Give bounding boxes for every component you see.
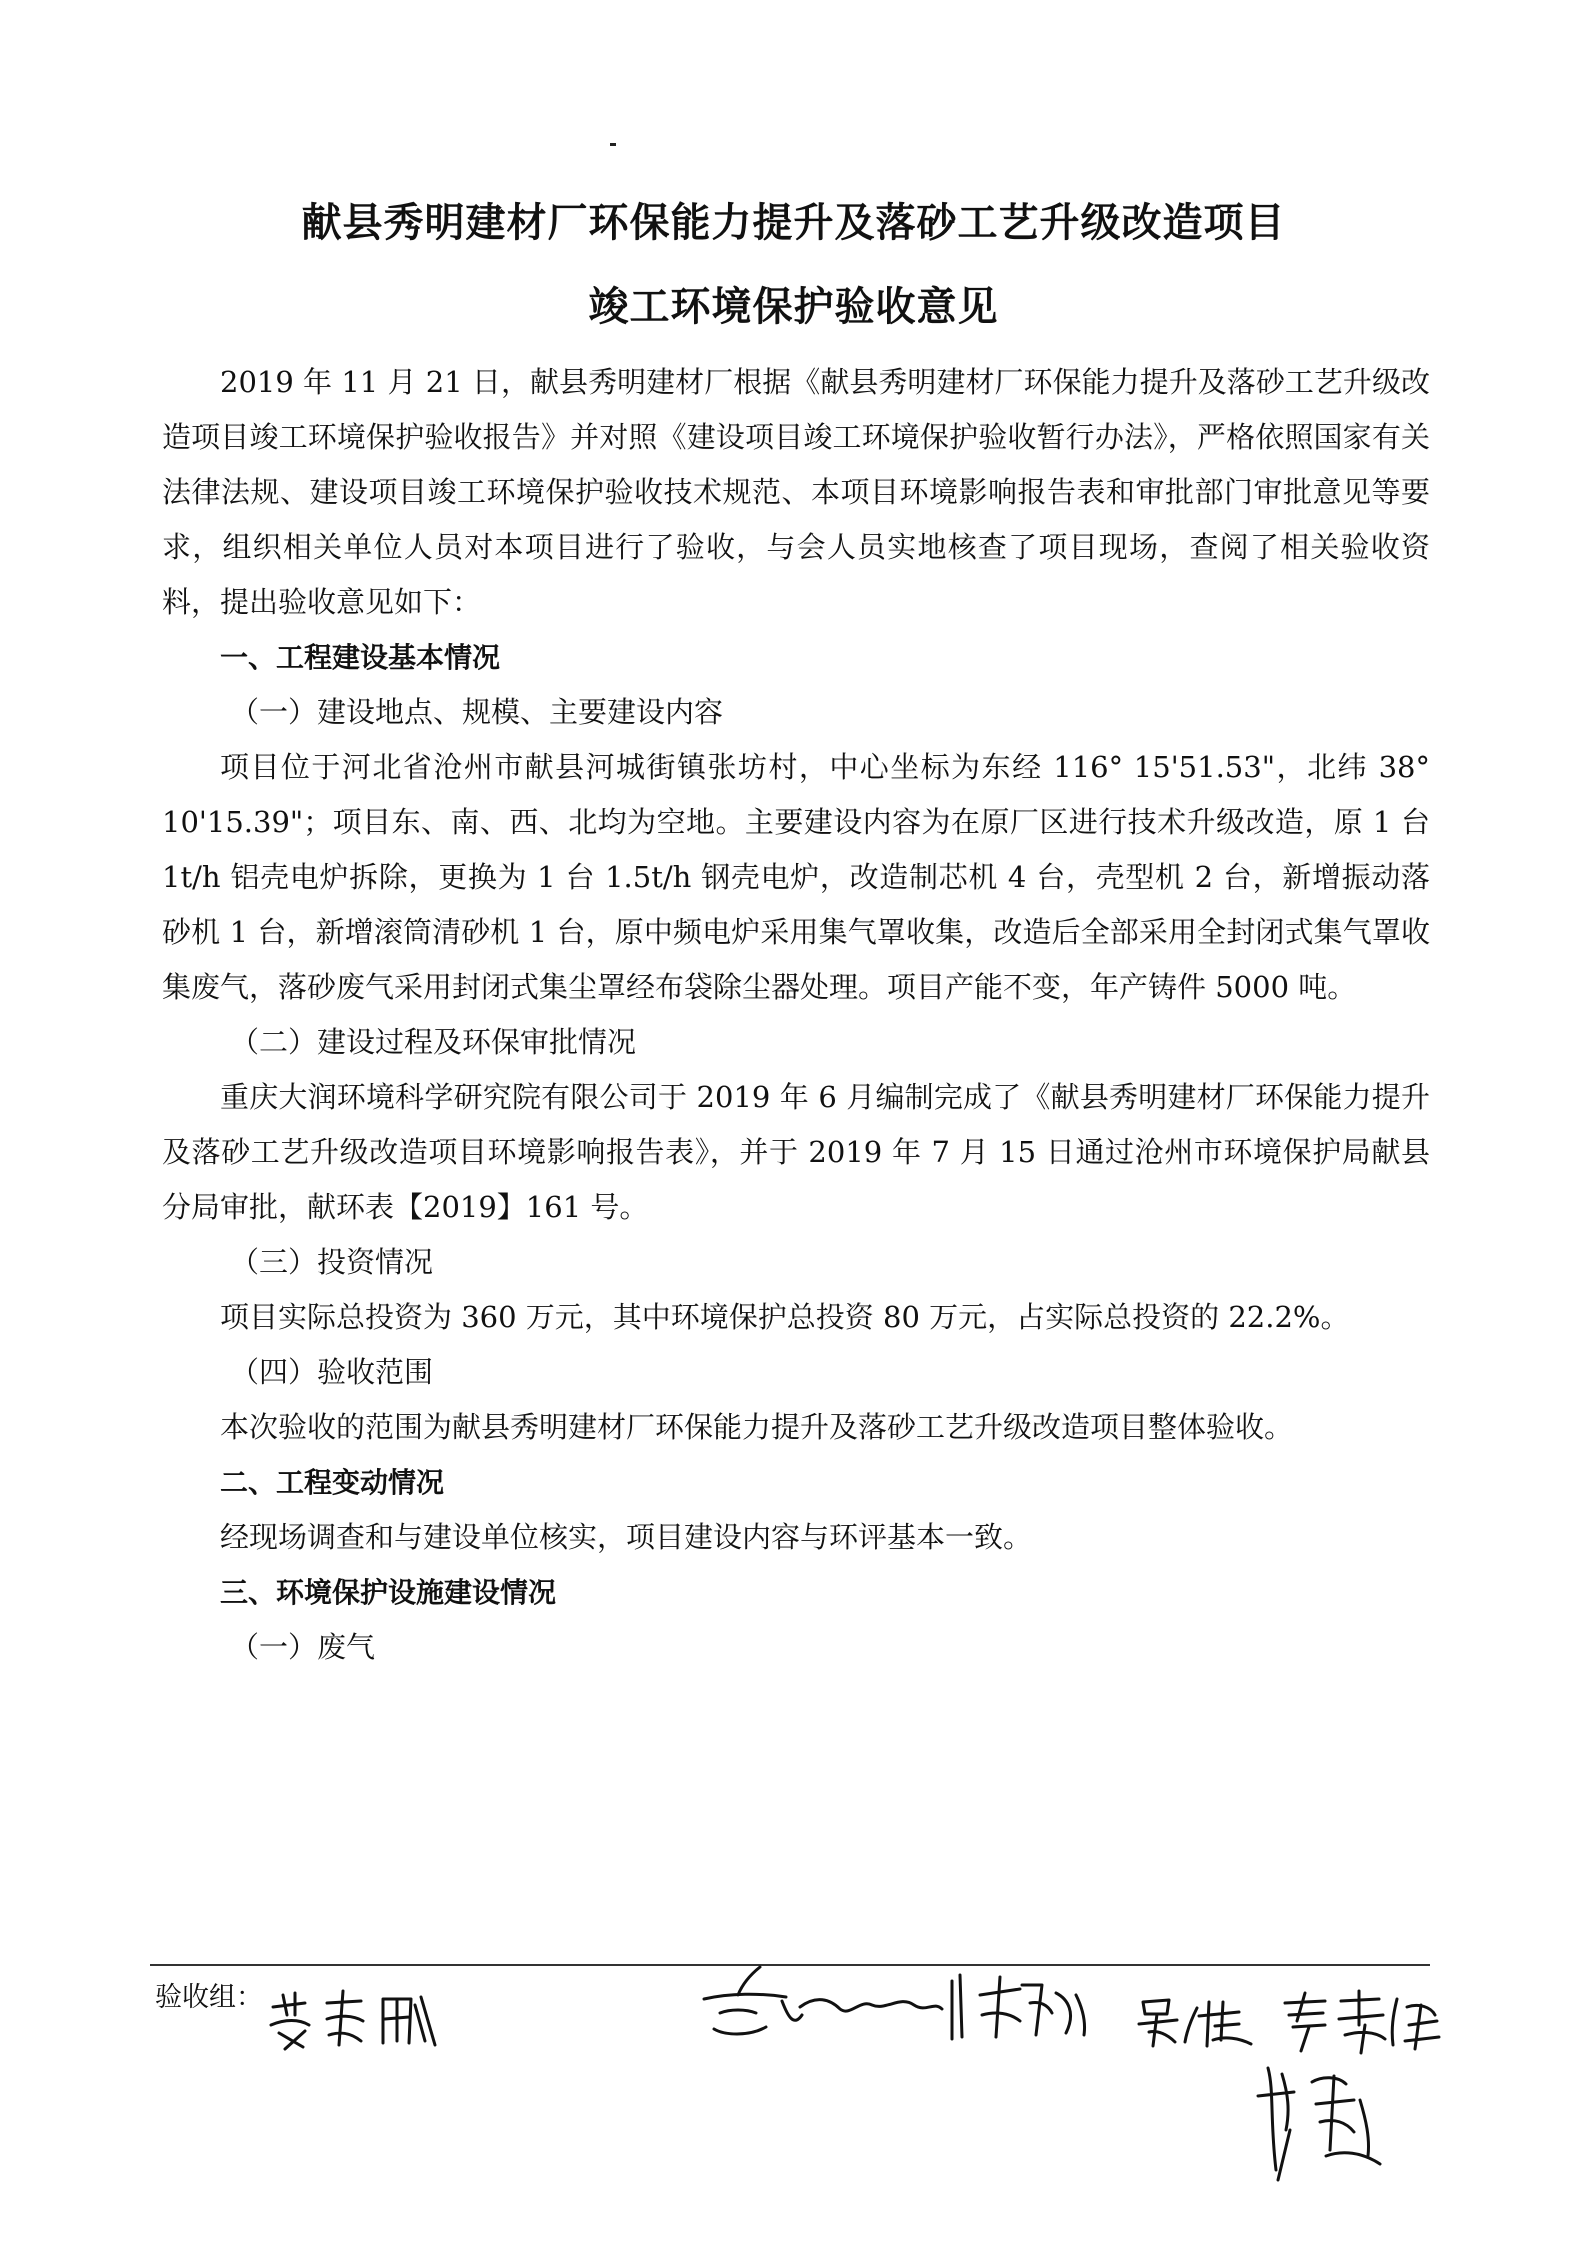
paragraph-changes: 经现场调查和与建设单位核实，项目建设内容与环评基本一致。 [220,1520,1033,1554]
signature-2 [690,1955,1110,2050]
section-heading-1: 一、工程建设基本情况 [220,641,501,674]
paragraph-approval: 重庆大润环境科学研究院有限公司于 2019 年 6 月编制完成了《献县秀明建材厂环保能力提升及落砂工艺升级改造项目环境影响报告表》，并于 2019 年 7 月 15 日通过沧州市环境保护局献县分局审批，献环表【2019】161 号。 [162,1080,1430,1224]
subsection-heading-scope: （四）验收范围 [230,1355,434,1389]
subsection-heading-approval: （二）建设过程及环保审批情况 [230,1025,637,1059]
document-title-line2: 竣工环境保护验收意见 [588,284,999,330]
paragraph-investment: 项目实际总投资为 360 万元，其中环境保护总投资 80 万元，占实际总投资的 22.2%。 [220,1300,1350,1334]
section-heading-3: 三、环境保护设施建设情况 [220,1576,557,1609]
signature-3 [1135,1990,1260,2050]
scan-mark [610,143,616,146]
subsection-heading-exhaust: （一）废气 [230,1630,376,1664]
intro-paragraph: 2019 年 11 月 21 日，献县秀明建材厂根据《献县秀明建材厂环保能力提升及落砂工艺升级改造项目竣工环境保护验收报告》并对照《建设项目竣工环境保护验收暂行办法》，严格依照国家有关法律法规、建设项目竣工环境保护验收技术规范、本项目环境影响报告表和审批部门审批意见等要求，组织相关单位人员对本项目进行了验收，与会人员实地核查了项目现场，查阅了相关验收资料，提出验收意见如下： [162,365,1430,619]
subsection-heading-location: （一）建设地点、规模、主要建设内容 [230,695,724,729]
signature-4 [1275,1985,1445,2057]
paragraph-scope: 本次验收的范围为献县秀明建材厂环保能力提升及落砂工艺升级改造项目整体验收。 [220,1410,1294,1444]
subsection-heading-investment: （三）投资情况 [230,1245,434,1279]
signature-label: 验收组： [155,1982,263,2013]
document-body [162,355,1430,1675]
signature-5 [1250,2060,1410,2190]
signature-1 [265,1985,445,2055]
paragraph-location: 项目位于河北省沧州市献县河城街镇张坊村，中心坐标为东经 116° 15'51.53"，北纬 38° 10'15.39"；项目东、南、西、北均为空地。主要建设内容为在原厂区进行技术升级改造，原 1 台 1t/h 铝壳电炉拆除，更换为 1 台 1.5t/h 钢壳电炉，改造制芯机 4 台，壳型机 2 台，新增振动落砂机 1 台，新增滚筒清砂机 1 台，原中频电炉采用集气罩收集，改造后全部采用全封闭式集气罩收集废气，落砂废气采用封闭式集尘罩经布袋除尘器处理。项目产能不变，年产铸件 5000 吨。 [162,750,1430,1004]
section-heading-2: 二、工程变动情况 [220,1466,445,1499]
document-title-line1: 献县秀明建材厂环保能力提升及落砂工艺升级改造项目 [301,200,1286,246]
